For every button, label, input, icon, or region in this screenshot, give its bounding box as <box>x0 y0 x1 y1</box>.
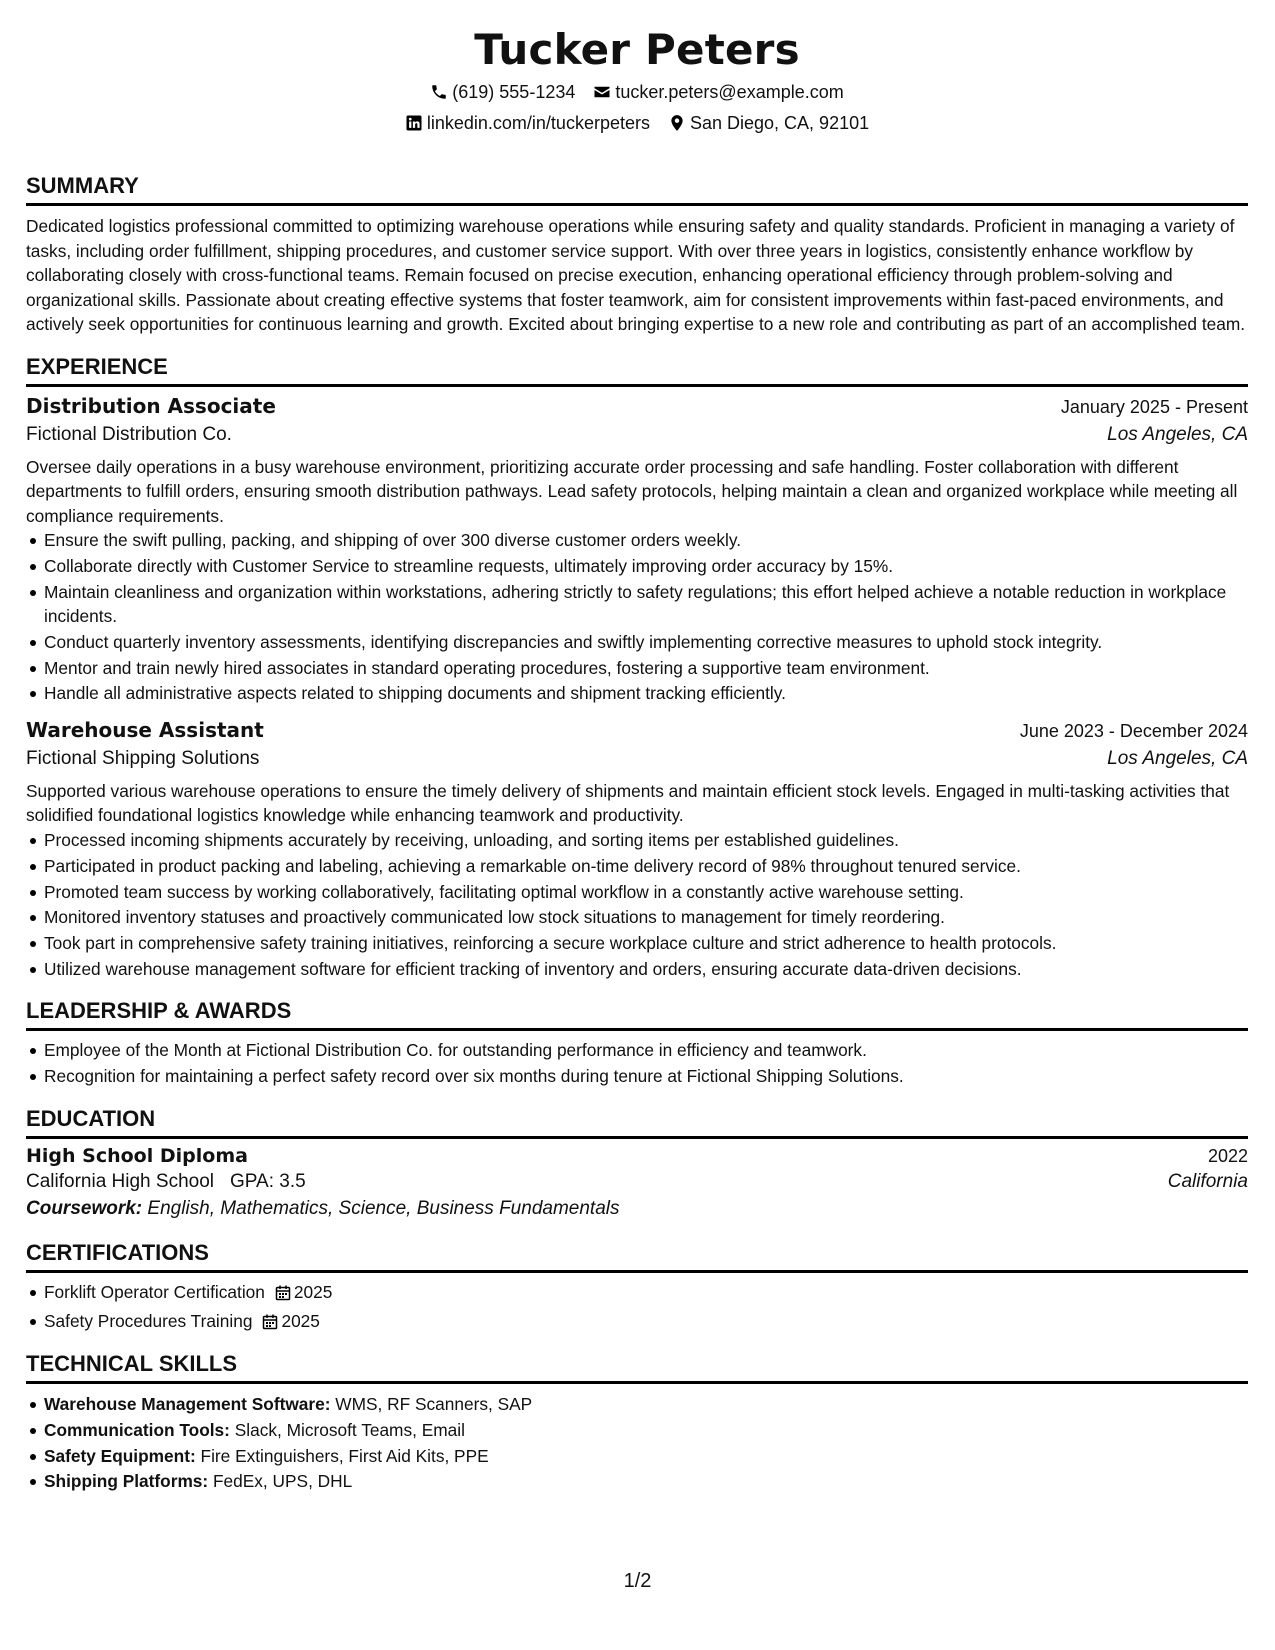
section-title-education: EDUCATION <box>26 1106 1248 1139</box>
job-location: Los Angeles, CA <box>1107 423 1248 445</box>
list-item <box>44 1418 1248 1443</box>
education-entry <box>26 1145 1248 1220</box>
skill-value: Fire Extinguishers, First Aid Kits, PPE <box>200 1445 489 1466</box>
certification-name: Safety Procedures Training <box>44 1310 253 1331</box>
list-item: Maintain cleanliness and organization within workstations, adhering strictly to safety regulations; this effort helped achieve a notable reduction in workplace incidents. <box>44 580 1248 629</box>
list-item: Conduct quarterly inventory assessments, identifying discrepancies and swiftly implementing corrective measures to uphold stock integrity. <box>44 630 1248 655</box>
section-title-experience: EXPERIENCE <box>26 354 1248 387</box>
awards-list <box>26 1038 1248 1088</box>
list-item <box>44 1392 1248 1417</box>
list-item: Recognition for maintaining a perfect safety record over six months during tenure at Fictional Shipping Solutions. <box>44 1064 1248 1089</box>
degree-title: High School Diploma <box>26 1144 248 1167</box>
page-number: 1/2 <box>623 1570 652 1592</box>
summary-text: Dedicated logistics professional committed to optimizing warehouse operations while ensuring safety and quality standards. Proficient in managing a variety of tasks, including order fulfillment, shipping procedures, and customer service support. With over three years in logistics, consistently enhance workflow by collaborating closely with cross-functional teams. Remain focused on precise execution, enhancing operational efficiency through problem-solving and organizational skills. Passionate about creating effective systems that foster teamwork, aim for consistent improvements within fast-paced environments, and actively seek opportunities for continuous learning and growth. Excited about bringing expertise to a new role and contributing as part of an accomplished team. <box>26 216 1246 334</box>
linkedin-link[interactable]: linkedin.com/in/tuckerpeters <box>426 113 650 133</box>
section-title-certifications: CERTIFICATIONS <box>26 1240 1248 1273</box>
skill-label: Safety Equipment: <box>44 1445 196 1466</box>
certification-name: Forklift Operator Certification <box>44 1281 265 1302</box>
list-item: Handle all administrative aspects related to shipping documents and shipment tracking efficiently. <box>44 681 1248 706</box>
phone-icon <box>430 83 448 101</box>
list-item: Utilized warehouse management software for efficient tracking of inventory and orders, ensuring accurate data-driven decisions. <box>44 957 1248 982</box>
coursework <box>26 1198 1248 1220</box>
resume-page <box>26 0 1248 1495</box>
candidate-name: Tucker Peters <box>474 25 800 74</box>
phone-text: (619) 555-1234 <box>452 82 576 102</box>
location-text: San Diego, CA, 92101 <box>689 113 870 133</box>
linkedin-icon <box>405 114 423 132</box>
coursework-label: Coursework: <box>26 1197 143 1219</box>
section-title-summary: SUMMARY <box>26 173 1248 206</box>
job-title: Warehouse Assistant <box>26 717 264 742</box>
school-name: California High School <box>26 1170 214 1192</box>
company-name: Fictional Distribution Co. <box>26 423 232 445</box>
school-location: California <box>1167 1170 1248 1192</box>
certification-year: 2025 <box>281 1310 320 1331</box>
skill-value: FedEx, UPS, DHL <box>212 1471 353 1492</box>
list-item: Took part in comprehensive safety training initiatives, reinforcing a secure workplace culture and strict adherence to health protocols. <box>44 931 1248 956</box>
list-item: Monitored inventory statuses and proactively communicated low stock situations to management for timely reordering. <box>44 905 1248 930</box>
job-dates: January 2025 - Present <box>1060 396 1248 417</box>
section-title-awards: LEADERSHIP & AWARDS <box>26 998 1248 1031</box>
map-pin-icon <box>668 114 686 132</box>
skill-label: Communication Tools: <box>44 1419 230 1440</box>
skill-label: Shipping Platforms: <box>44 1471 209 1492</box>
list-item <box>44 1309 1248 1337</box>
list-item: Employee of the Month at Fictional Distribution Co. for outstanding performance in efficiency and teamwork. <box>44 1038 1248 1063</box>
job-bullets <box>26 828 1248 981</box>
job-description: Oversee daily operations in a busy warehouse environment, prioritizing accurate order processing and safe handling. Foster collaboration with different departments to fulfill orders, ensuring smooth distribution pathways. Lead safety protocols, helping maintain a clean and organized workplace while meeting all compliance requirements. <box>26 456 1238 526</box>
list-item: Participated in product packing and labeling, achieving a remarkable on-time delivery record of 98% throughout tenured service. <box>44 854 1248 879</box>
envelope-icon <box>593 83 611 101</box>
list-item <box>44 1469 1248 1494</box>
contact-email[interactable] <box>593 80 843 104</box>
list-item: Promoted team success by working collaboratively, facilitating optimal workflow in a constantly active warehouse setting. <box>44 880 1248 905</box>
skill-label: Warehouse Management Software: <box>44 1394 331 1415</box>
job-bullets <box>26 528 1248 706</box>
contact-row-secondary <box>26 111 1248 135</box>
gpa: GPA: 3.5 <box>230 1170 306 1192</box>
skills-list <box>26 1392 1248 1494</box>
skill-value: WMS, RF Scanners, SAP <box>335 1394 533 1415</box>
certification-year: 2025 <box>293 1281 333 1302</box>
calendar-icon <box>262 1312 278 1337</box>
list-item: Ensure the swift pulling, packing, and shipping of over 300 diverse customer orders weekly. <box>44 528 1248 553</box>
list-item: Mentor and train newly hired associates in standard operating procedures, fostering a supportive team environment. <box>44 656 1248 681</box>
job-dates: June 2023 - December 2024 <box>1019 720 1248 741</box>
contact-row-primary <box>26 80 1248 104</box>
job-location: Los Angeles, CA <box>1107 747 1248 769</box>
job-entry <box>26 394 1248 706</box>
contact-location <box>668 111 869 135</box>
graduation-year: 2022 <box>1207 1145 1248 1166</box>
contact-linkedin[interactable] <box>405 111 650 135</box>
calendar-icon <box>275 1283 291 1308</box>
skill-value: Slack, Microsoft Teams, Email <box>234 1419 465 1440</box>
contact-phone <box>430 80 575 104</box>
section-title-technical-skills: TECHNICAL SKILLS <box>26 1351 1248 1384</box>
certifications-list <box>26 1280 1248 1336</box>
job-entry <box>26 718 1248 981</box>
email-link[interactable]: tucker.peters@example.com <box>615 82 844 102</box>
company-name: Fictional Shipping Solutions <box>26 747 260 769</box>
list-item <box>44 1444 1248 1469</box>
list-item: Processed incoming shipments accurately by receiving, unloading, and sorting items per established guidelines. <box>44 828 1248 853</box>
coursework-list: English, Mathematics, Science, Business Fundamentals <box>147 1197 620 1219</box>
list-item: Collaborate directly with Customer Service to streamline requests, ultimately improving order accuracy by 15%. <box>44 554 1248 579</box>
job-title: Distribution Associate <box>26 393 276 418</box>
job-description: Supported various warehouse operations to ensure the timely delivery of shipments and maintain efficient stock levels. Engaged in multi-tasking activities that solidified foundational logistics knowledge while enhancing teamwork and productivity. <box>26 780 1230 826</box>
list-item <box>44 1280 1248 1308</box>
